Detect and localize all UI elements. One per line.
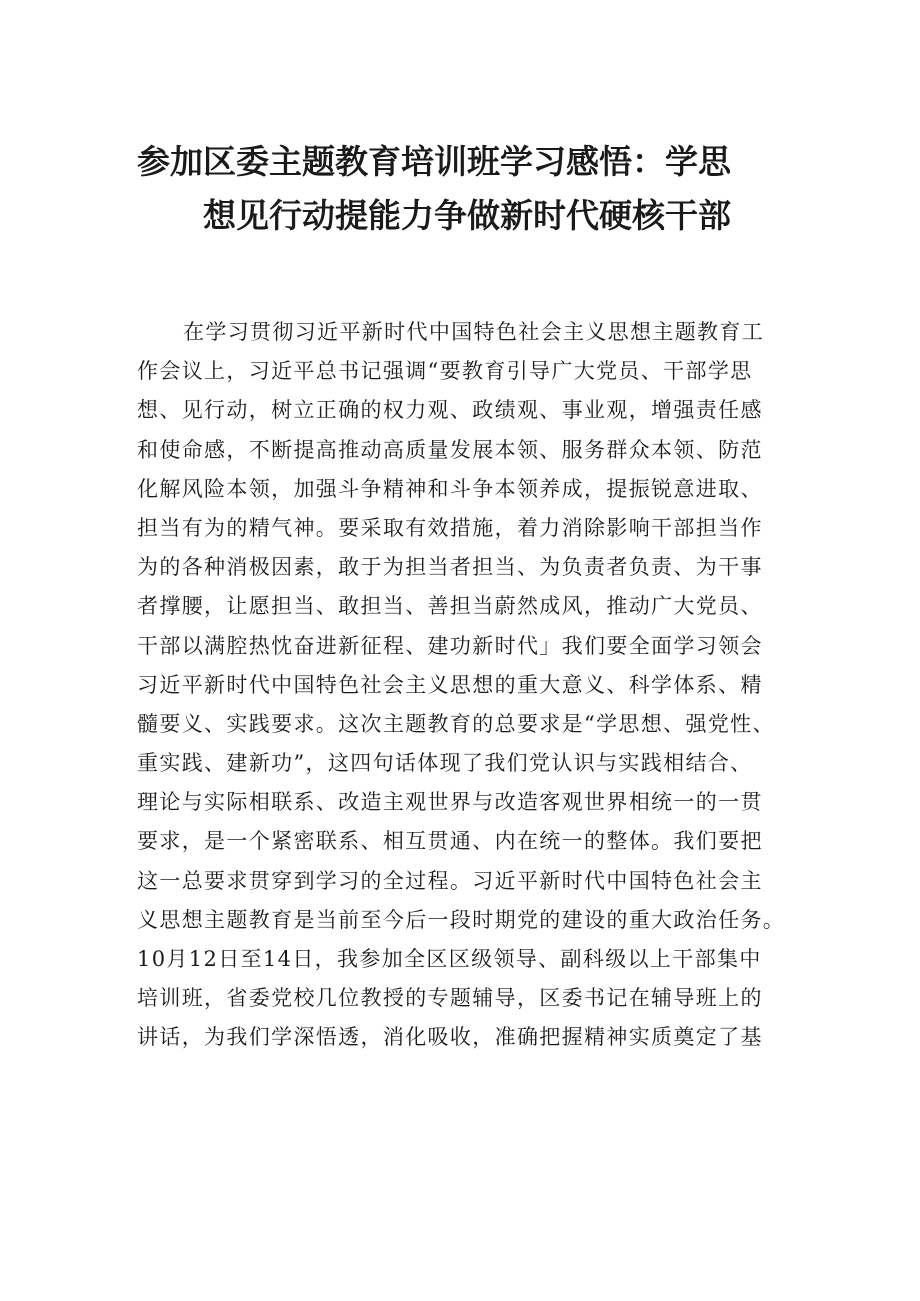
body-line: 10月12日至14日，我参加全区区级领导、副科级以上干部集中 <box>137 947 762 971</box>
body-line: 为的各种消极因素，敢于为担当者担当、为负责者负责、为干事 <box>137 555 763 580</box>
body-line: 重实践、建新功”，这四句话体现了我们党认识与实践相结合、 <box>137 751 753 776</box>
body-line: 要求，是一个紧密联系、相互贯通、内在统一的整体。我们要把 <box>137 829 763 854</box>
title-line-1: 参加区委主题教育培训班学习感悟：学思 <box>137 142 731 181</box>
body-line: 这一总要求贯穿到学习的全过程。习近平新时代中国特色社会主 <box>137 868 763 893</box>
body-text <box>137 313 797 1058</box>
body-line: 担当有为的精气神。要采取有效措施，着力消除影响干部担当作 <box>137 515 763 540</box>
body-line: 和使命感，不断提高推动高质量发展本领、服务群众本领、防范 <box>137 437 763 462</box>
body-line: 作会议上，习近平总书记强调“要教育引导广大党员、干部学思 <box>137 359 753 384</box>
body-line: 习近平新时代中国特色社会主义思想的重大意义、科学体系、精 <box>137 672 763 697</box>
body-line: 髓要义、实践要求。这次主题教育的总要求是“学思想、强党性、 <box>137 711 775 736</box>
body-line: 理论与实际相联系、改造主观世界与改造客观世界相统一的一贯 <box>137 790 763 815</box>
body-line: 义思想主题教育是当前至今后一段时期党的建设的重大政治任务。 <box>137 907 786 932</box>
body-line: 干部以满腔热忱奋进新征程、建功新时代」我们要全面学习领会 <box>137 633 763 658</box>
title-line-2: 想见行动提能力争做新时代硬核干部 <box>203 196 731 235</box>
body-line: 化解风险本领，加强斗争精神和斗争本领养成，提振锐意进取、 <box>137 476 763 501</box>
body-line: 培训班，省委党校几位教授的专题辅导，区委书记在辅导班上的 <box>137 986 763 1011</box>
body-line: 在学习贯彻习近平新时代中国特色社会主义思想主题教育工 <box>183 320 765 344</box>
body-line: 讲话，为我们学深悟透，消化吸收，准确把握精神实质奠定了基 <box>137 1025 763 1050</box>
body-line: 者撑腰，让愿担当、敢担当、善担当蔚然成风，推动广大党员、 <box>137 594 763 619</box>
body-line: 想、见行动，树立正确的权力观、政绩观、事业观，增强责任感 <box>137 398 763 423</box>
